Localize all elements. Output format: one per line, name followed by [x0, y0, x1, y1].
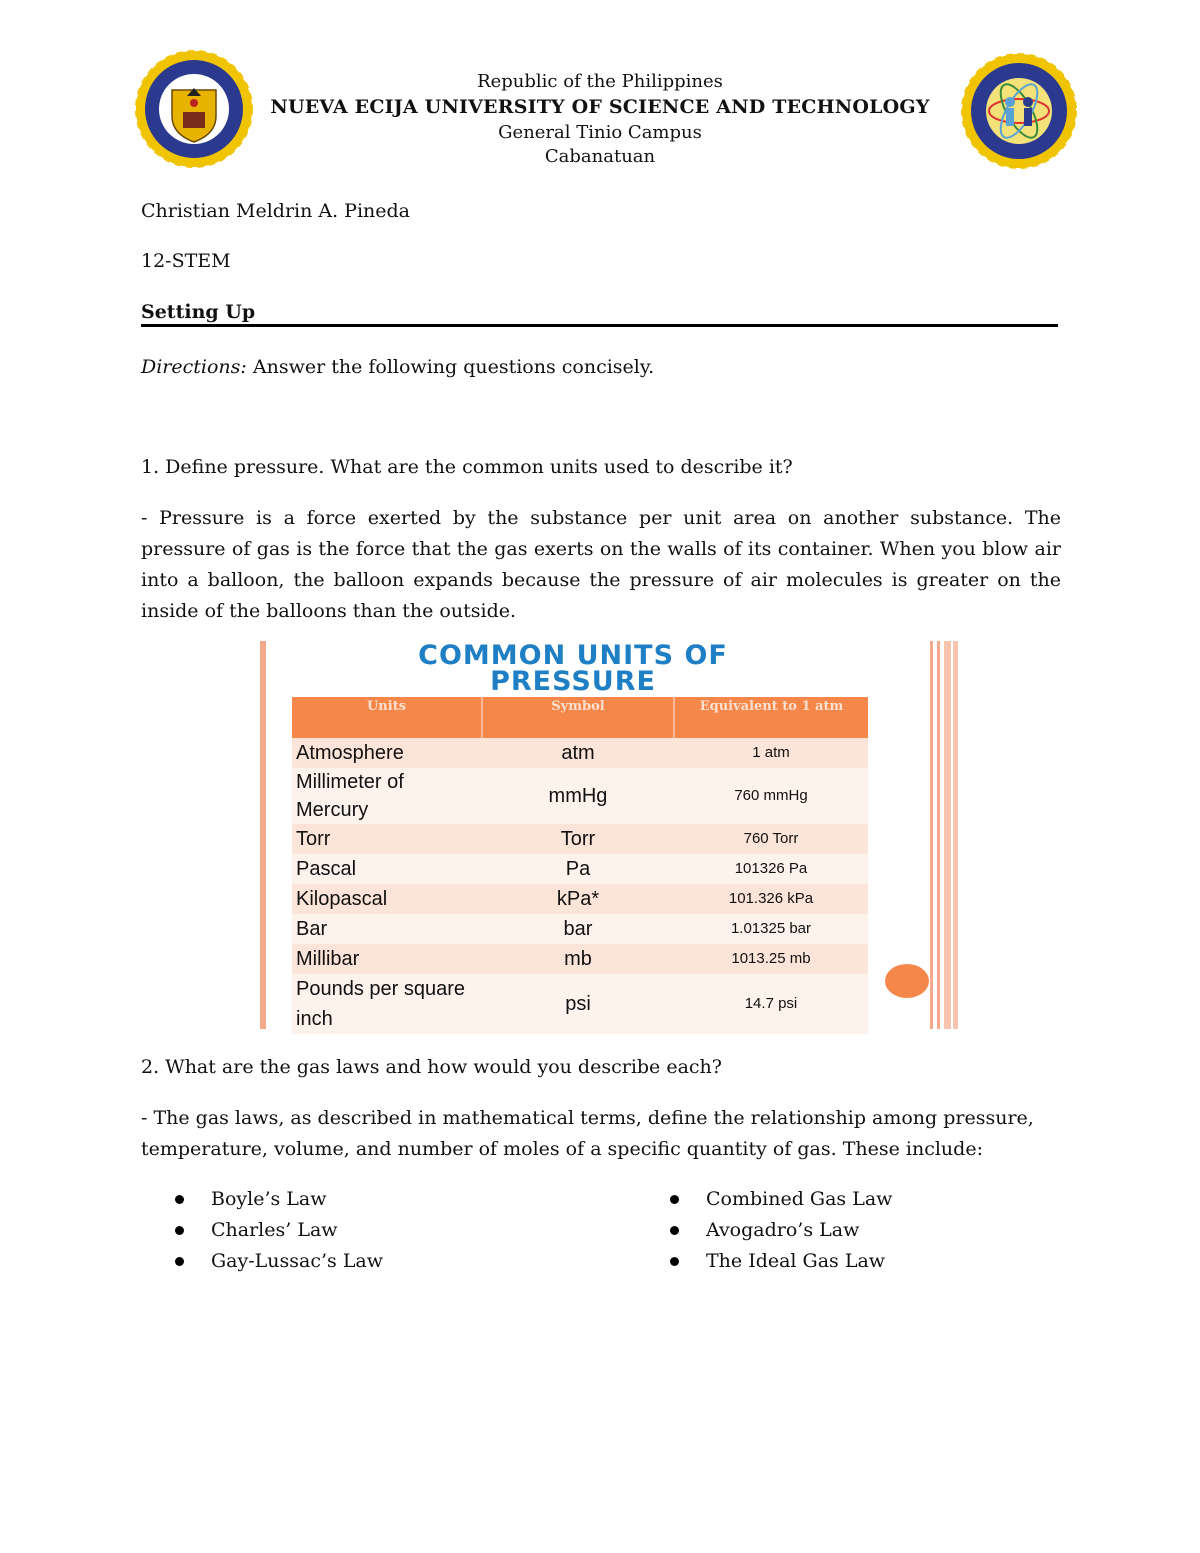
question-2: 2. What are the gas laws and how would you describe each? — [141, 1056, 722, 1078]
table-row — [292, 854, 868, 884]
section-heading: Setting Up — [141, 301, 256, 323]
column-header-units: Units — [292, 697, 482, 738]
table-row — [292, 914, 868, 944]
unit-name: Pounds per square inch — [292, 974, 482, 1034]
header-city: Cabanatuan — [544, 146, 656, 167]
header-university-name: NUEVA ECIJA UNIVERSITY OF SCIENCE AND TECHNOLOGY — [270, 96, 930, 118]
unit-symbol: mb — [482, 944, 674, 974]
slide-title-line-2: PRESSURE — [490, 666, 656, 697]
slide-decorative-circle — [885, 964, 929, 998]
unit-symbol: psi — [482, 974, 674, 1034]
slide-right-bar-1 — [930, 641, 933, 1029]
answer-2: - The gas laws, as described in mathematical terms, define the relationship among pressure, temperature, volume, and number of moles of a specific quantity of gas. These include: — [141, 1107, 1034, 1160]
list-item: Combined Gas Law — [668, 1184, 892, 1215]
list-item: Charles’ Law — [173, 1215, 383, 1246]
header-republic: Republic of the Philippines — [477, 71, 723, 92]
answer-1: - Pressure is a force exerted by the substance per unit area on another substance. The pressure of gas is the force that the gas exerts on the walls of its container. When you blow air into a balloon, the balloon expands because the pressure of air molecules is greater on the inside of the balloons than the outside. — [141, 507, 1061, 622]
list-item: Avogadro’s Law — [668, 1215, 892, 1246]
column-header-symbol: Symbol — [482, 697, 674, 738]
slide-right-bar-2 — [937, 641, 940, 1029]
unit-symbol: atm — [482, 738, 674, 768]
unit-equivalent: 101.326 kPa — [674, 884, 868, 914]
unit-name: Bar — [292, 914, 482, 944]
column-header-equivalent: Equivalent to 1 atm — [674, 697, 868, 738]
gas-laws-list-left — [173, 1184, 383, 1277]
heading-divider — [141, 324, 1058, 327]
table-header-row — [292, 697, 868, 738]
table-row — [292, 884, 868, 914]
unit-name: Millimeter of Mercury — [292, 768, 482, 824]
unit-symbol: Torr — [482, 824, 674, 854]
question-1: 1. Define pressure. What are the common units used to describe it? — [141, 456, 793, 478]
unit-name: Torr — [292, 824, 482, 854]
student-section: 12-STEM — [141, 250, 231, 272]
unit-equivalent: 1 atm — [674, 738, 868, 768]
header-campus: General Tinio Campus — [498, 122, 702, 143]
pressure-units-table — [292, 697, 868, 1034]
directions-label: Directions: — [141, 356, 247, 378]
table-row — [292, 944, 868, 974]
list-item: Boyle’s Law — [173, 1184, 383, 1215]
gas-laws-list-right — [668, 1184, 892, 1277]
unit-equivalent: 1013.25 mb — [674, 944, 868, 974]
unit-name: Kilopascal — [292, 884, 482, 914]
directions — [141, 352, 1061, 383]
unit-symbol: Pa — [482, 854, 674, 884]
table-row — [292, 768, 868, 824]
slide-left-bar — [260, 641, 266, 1029]
unit-symbol: bar — [482, 914, 674, 944]
slide-title-line-1: COMMON UNITS OF — [418, 640, 728, 671]
unit-equivalent: 14.7 psi — [674, 974, 868, 1034]
table-row — [292, 824, 868, 854]
student-name: Christian Meldrin A. Pineda — [141, 200, 411, 222]
unit-equivalent: 760 mmHg — [674, 768, 868, 824]
list-item: The Ideal Gas Law — [668, 1246, 892, 1277]
unit-name: Pascal — [292, 854, 482, 884]
pressure-units-slide — [258, 641, 961, 1029]
unit-name: Atmosphere — [292, 738, 482, 768]
directions-text: Answer the following questions concisely. — [246, 356, 655, 378]
unit-equivalent: 760 Torr — [674, 824, 868, 854]
list-item: Gay-Lussac’s Law — [173, 1246, 383, 1277]
unit-equivalent: 1.01325 bar — [674, 914, 868, 944]
table-row — [292, 738, 868, 768]
unit-symbol: mmHg — [482, 768, 674, 824]
unit-equivalent: 101326 Pa — [674, 854, 868, 884]
unit-name: Millibar — [292, 944, 482, 974]
slide-right-bar-gap — [951, 641, 953, 1029]
slide-title — [348, 640, 798, 697]
table-row — [292, 974, 868, 1034]
unit-symbol: kPa* — [482, 884, 674, 914]
